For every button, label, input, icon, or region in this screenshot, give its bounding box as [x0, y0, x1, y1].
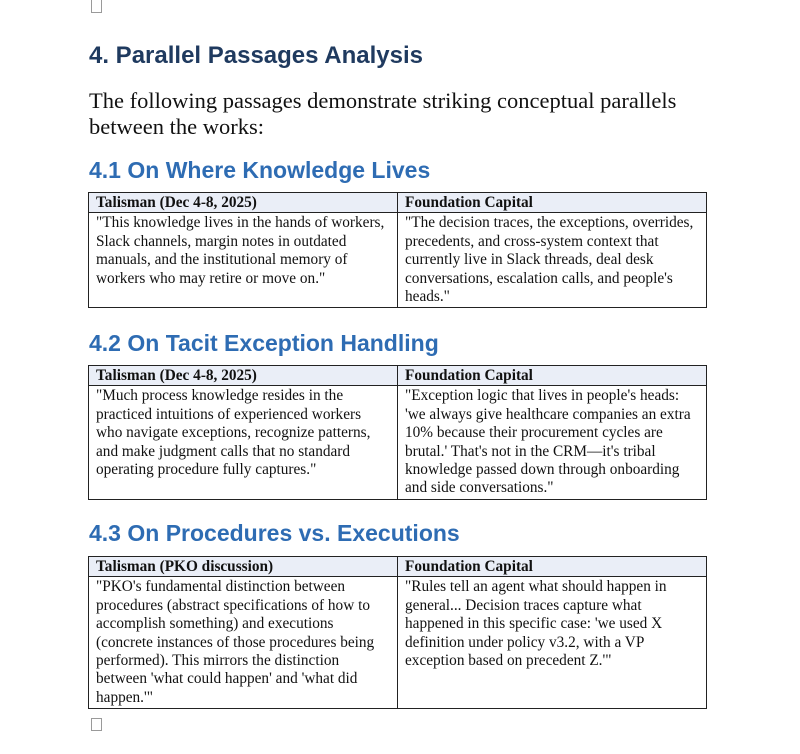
section-heading-4-1: 4.1 On Where Knowledge Lives — [89, 157, 431, 183]
table-row — [89, 213, 707, 308]
placeholder-glyph-icon — [91, 718, 102, 731]
right-column-header: Foundation Capital — [398, 366, 707, 386]
comparison-table-4-1 — [88, 192, 707, 308]
table-row — [89, 577, 707, 709]
right-column-header: Foundation Capital — [398, 557, 707, 577]
section-heading-4-2: 4.2 On Tacit Exception Handling — [89, 330, 439, 356]
table-row — [89, 386, 707, 499]
table-header-row — [89, 193, 707, 213]
table-header-row — [89, 366, 707, 386]
right-quote-cell: "The decision traces, the exceptions, overrides, precedents, and cross-system context that currently live in Slack threads, deal desk conversations, escalation calls, and people's heads." — [398, 213, 707, 308]
left-column-header: Talisman (Dec 4-8, 2025) — [89, 193, 398, 213]
right-column-header: Foundation Capital — [398, 193, 707, 213]
table-header-row — [89, 557, 707, 577]
section-heading-4-3: 4.3 On Procedures vs. Executions — [89, 520, 460, 546]
left-quote-cell: "This knowledge lives in the hands of workers, Slack channels, margin notes in outdated manuals, and the institutional memory of workers who may retire or move on." — [89, 213, 398, 308]
left-column-header: Talisman (PKO discussion) — [89, 557, 398, 577]
left-quote-cell: "Much process knowledge resides in the practiced intuitions of experienced workers who navigate exceptions, recognize patterns, and make judgment calls that no standard operating procedure fully captures." — [89, 386, 398, 499]
left-column-header: Talisman (Dec 4-8, 2025) — [89, 366, 398, 386]
right-quote-cell: "Rules tell an agent what should happen in general... Decision traces capture what happened in this specific case: 'we used X definition under policy v3.2, with a VP exception based on precedent Z.'" — [398, 577, 707, 709]
comparison-table-4-3 — [88, 556, 707, 709]
right-quote-cell: "Exception logic that lives in people's heads: 'we always give healthcare companies an extra 10% because their procurement cycles are brutal.' That's not in the CRM—it's tribal knowledge passed down through onboarding and side conversations." — [398, 386, 707, 499]
placeholder-glyph-icon — [91, 0, 102, 13]
page-title: 4. Parallel Passages Analysis — [89, 42, 423, 69]
comparison-table-4-2 — [88, 365, 707, 500]
intro-paragraph: The following passages demonstrate striking conceptual parallels between the works: — [89, 88, 677, 139]
left-quote-cell: "PKO's fundamental distinction between procedures (abstract specifications of how to accomplish something) and executions (concrete instances of those procedures being performed). This mirrors the distinction between 'what could happen' and 'what did happen.'" — [89, 577, 398, 709]
